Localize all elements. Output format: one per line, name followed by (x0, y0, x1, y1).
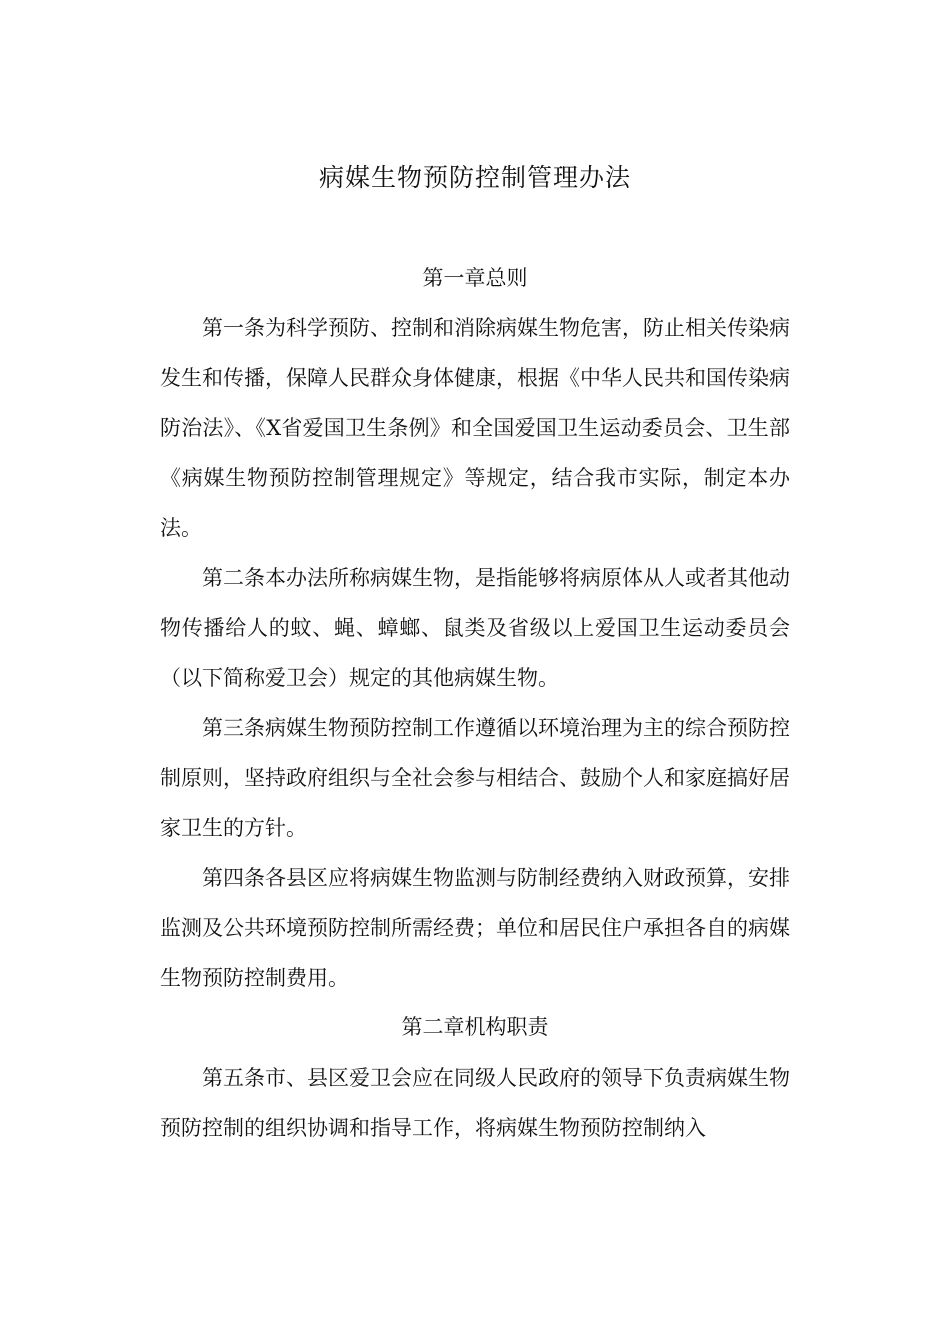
article-2: 第二条本办法所称病媒生物，是指能够将病原体从人或者其他动物传播给人的蚊、蝇、蟑螂、鼠类及省级以上爱国卫生运动委员会（以下简称爱卫会）规定的其他病媒生物。 (160, 566, 790, 690)
article-5: 第五条市、县区爱卫会应在同级人民政府的领导下负责病媒生物预防控制的组织协调和指导工作，将病媒生物预防控制纳入 (160, 1066, 790, 1140)
article-1: 第一条为科学预防、控制和消除病媒生物危害，防止相关传染病发生和传播，保障人民群众身体健康，根据《中华人民共和国传染病防治法》、《X省爱国卫生条例》和全国爱国卫生运动委员会、卫生部《病媒生物预防控制管理规定》等规定，结合我市实际，制定本办法。 (160, 316, 790, 540)
chapter-heading-1: 第一章总则 (422, 266, 528, 290)
document-title: 病媒生物预防控制管理办法 (318, 163, 631, 192)
chapter-heading-2: 第二章机构职责 (401, 1015, 549, 1039)
article-3: 第三条病媒生物预防控制工作遵循以环境治理为主的综合预防控制原则，坚持政府组织与全社会参与相结合、鼓励个人和家庭搞好居家卫生的方针。 (160, 716, 790, 840)
article-4: 第四条各县区应将病媒生物监测与防制经费纳入财政预算，安排监测及公共环境预防控制所需经费；单位和居民住户承担各自的病媒生物预防控制费用。 (160, 866, 790, 990)
